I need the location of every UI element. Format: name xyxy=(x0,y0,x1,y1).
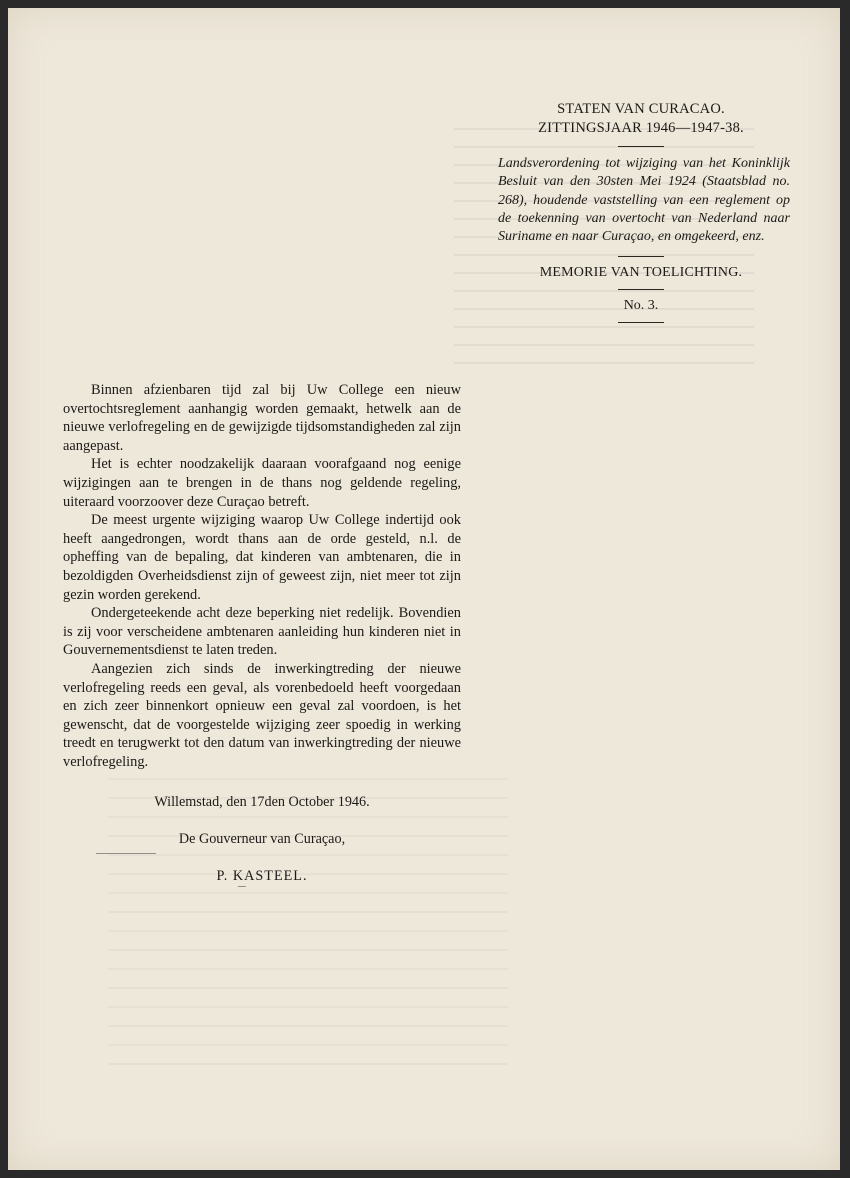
divider xyxy=(618,256,664,257)
signatory-name: P. KASTEEL. xyxy=(216,868,308,884)
divider xyxy=(618,289,664,290)
assembly-title: STATEN VAN CURACAO. xyxy=(557,101,725,117)
document-header xyxy=(488,100,794,331)
paragraph: Aangezien zich sinds de inwerkingtreding der nieuwe verlofregeling reeds een geval, als vorenbedoeld heeft voorgedaan en zich zeer binnenkort opnieuw een geval zal voordoen, is het gewenscht, dat de voorgestelde wijziging zeer spoedig in werking treedt en terugwerkt tot den datum van inwerkingtreding der nieuwe verlofregeling. xyxy=(63,660,461,770)
bleed-through-texture xyxy=(108,778,508,1078)
section-title: MEMORIE VAN TOELICHTING. xyxy=(539,265,743,281)
signatory-role: De Gouverneur van Curaçao, xyxy=(178,831,346,847)
divider xyxy=(618,146,664,147)
ordinance-subject: Landsverordening tot wijziging van het Koninklijk Besluit van den 30sten Mei 1924 (Staatsblad no. 268), houdende vaststelling van een reglement op de toekenning van overtocht van Nederland naar Suriname en naar Curaçao, en omgekeerd, enz. xyxy=(498,156,790,245)
document-number: No. 3. xyxy=(623,298,659,314)
pen-mark xyxy=(238,886,246,887)
session-year: ZITTINGSJAAR 1946—1947-38. xyxy=(538,120,744,136)
divider xyxy=(618,322,664,323)
pen-mark xyxy=(96,853,156,854)
explanatory-memorandum-body xyxy=(63,381,461,771)
paragraph: Het is echter noodzakelijk daaraan voorafgaand nog eenige wijzigingen aan te brengen in de thans nog geldende regeling, uiteraard voorzoover deze Curaçao betreft. xyxy=(63,456,461,510)
document-page xyxy=(8,8,840,1170)
paragraph: Binnen afzienbaren tijd zal bij Uw College een nieuw overtochtsreglement aanhangig worden gemaakt, hetwelk aan de nieuwe verlofregeling en de gewijzigde tijdsomstandigheden zal zijn aangepast. xyxy=(63,382,461,454)
paragraph: De meest urgente wijziging waarop Uw College indertijd ook heeft aangedrongen, wordt thans aan de orde gesteld, n.l. de opheffing van de bepaling, dat kinderen van ambtenaren, die in bezoldigden Overheidsdienst zijn of geweest zijn, niet meer tot zijn gezin worden gerekend. xyxy=(63,512,461,603)
place-and-date: Willemstad, den 17den October 1946. xyxy=(154,794,370,810)
paragraph: Ondergeteekende acht deze beperking niet redelijk. Bovendien is zij voor verscheidene ambtenaren aanleiding hun kinderen niet in Gouvernementsdienst te laten treden. xyxy=(63,605,461,659)
